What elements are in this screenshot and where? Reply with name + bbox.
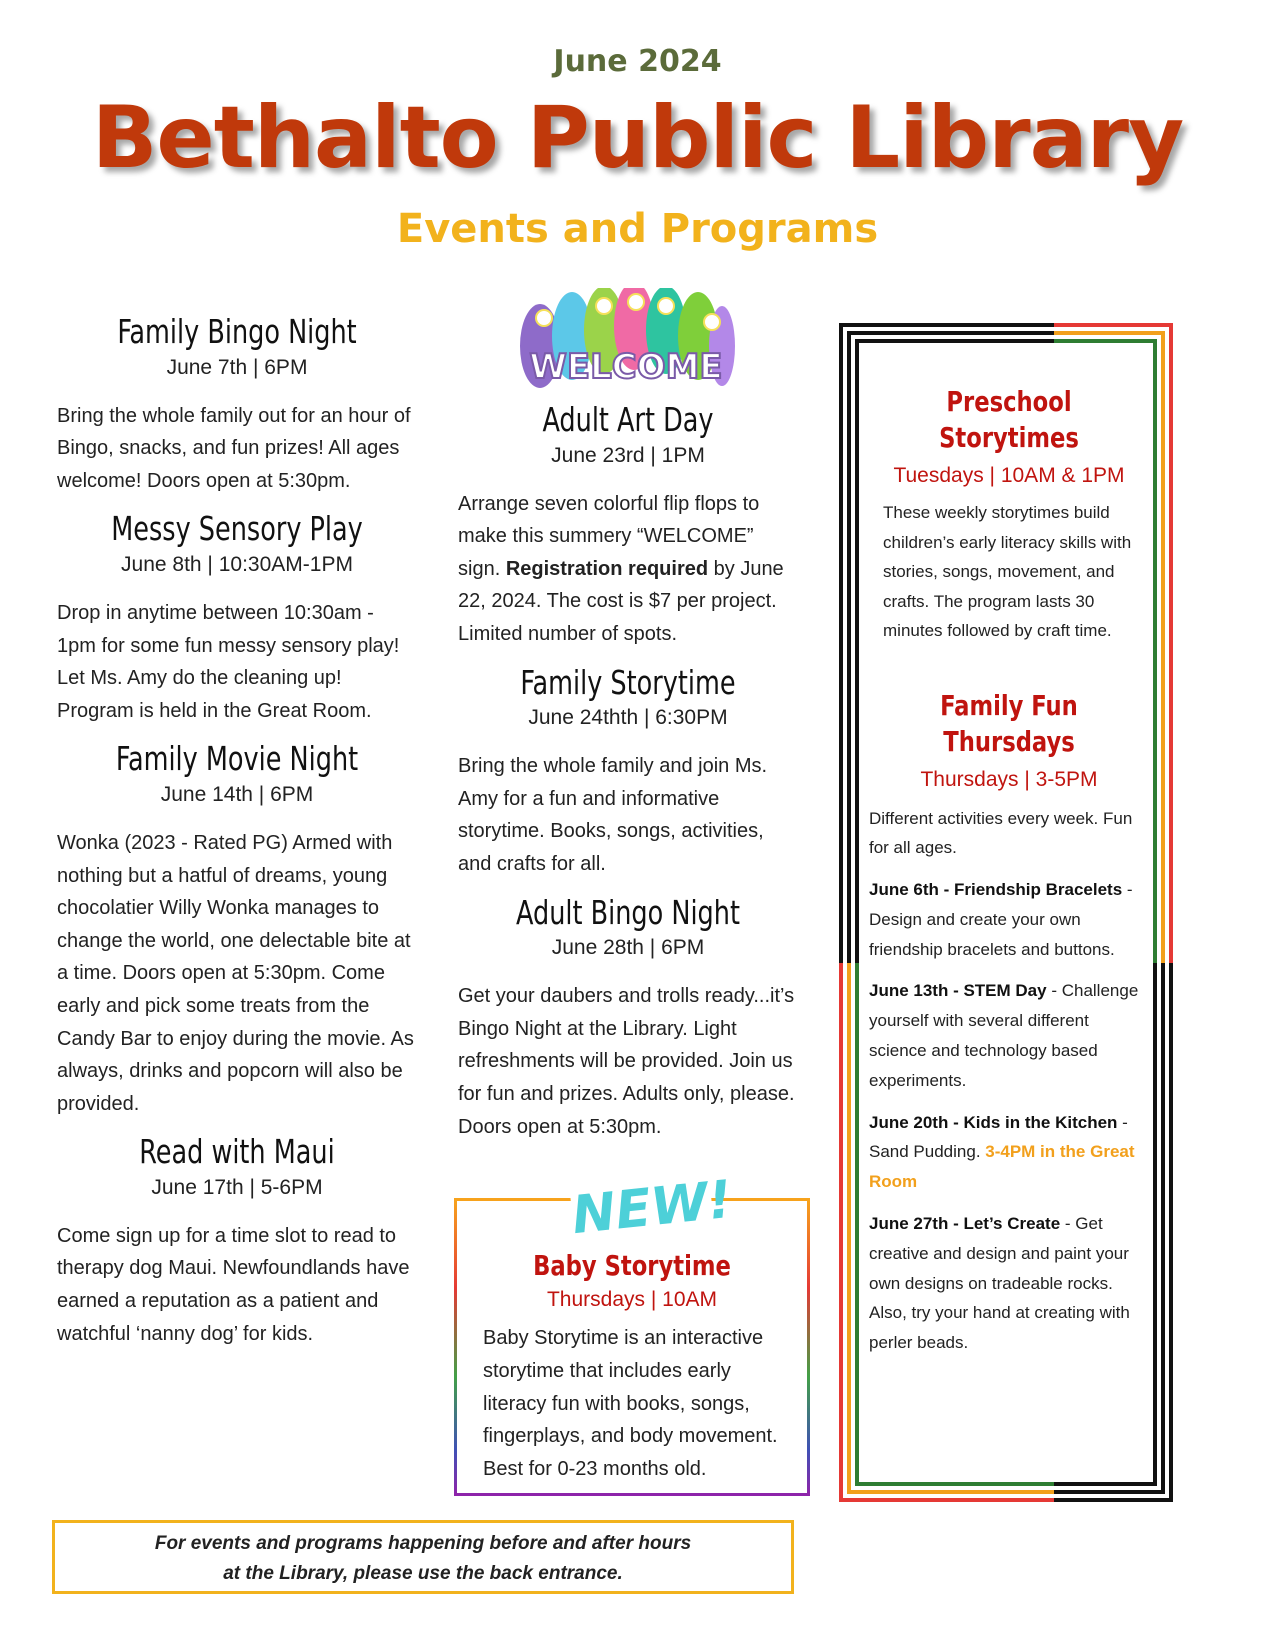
event-family-bingo xyxy=(57,312,417,497)
event-description: Drop in anytime between 10:30am - 1pm for some fun messy sensory play! Let Ms. Amy do the cleaning up! Program is held in the Great Room. xyxy=(57,601,400,722)
family-fun-item: June 20th - Kids in the Kitchen - Sand Pudding. 3-4PM in the Great Room xyxy=(869,1112,1135,1192)
event-title: Read with Maui xyxy=(139,1132,335,1172)
event-date: June 7th | 6PM xyxy=(166,355,308,379)
event-date: June 17th | 5-6PM xyxy=(151,1175,323,1199)
family-fun-title-line-1: Family Fun xyxy=(940,688,1078,722)
preschool-schedule: Tuesdays | 10AM & 1PM xyxy=(893,464,1125,487)
preschool-title-line-2: Storytimes xyxy=(939,421,1079,454)
preschool-description: These weekly storytimes build children’s early literacy skills with stories, songs, movement, and crafts. The program lasts 30 minutes followed by craft time. xyxy=(883,503,1132,640)
event-date: June 28th | 6PM xyxy=(551,936,705,960)
event-date: June 24thth | 6:30PM xyxy=(528,706,728,730)
event-family-storytime xyxy=(458,663,798,881)
baby-storytime-title: Baby Storytime xyxy=(533,1249,731,1282)
middle-events-column xyxy=(458,400,798,1155)
event-adult-bingo xyxy=(458,893,798,1144)
family-fun-item: June 6th - Friendship Bracelets - Design and create your own friendship bracelets and buttons. xyxy=(869,880,1133,959)
family-fun-title-line-2: Thursdays xyxy=(943,724,1075,758)
family-fun-schedule: Thursdays | 3-5PM xyxy=(920,767,1098,791)
event-date: June 23rd | 1PM xyxy=(551,443,705,467)
event-family-movie xyxy=(57,739,417,1120)
library-title: Bethalto Public Library xyxy=(91,88,1184,188)
event-title: Family Movie Night xyxy=(115,739,359,779)
preschool-storytimes-section xyxy=(869,384,1149,646)
event-description: Come sign up for a time slot to read to therapy dog Maui. Newfoundlands have earned a reputation as a patient and watchful ‘nanny dog’ for kids. xyxy=(57,1224,410,1345)
event-title: Adult Art Day xyxy=(542,400,714,439)
event-date: June 8th | 10:30AM-1PM xyxy=(121,552,353,576)
family-fun-item: June 27th - Let’s Create - Get creative and design and paint your own designs on tradeable rocks. Also, try your hand at creating with perler beads. xyxy=(869,1214,1130,1353)
event-description: Bring the whole family out for an hour of Bingo, snacks, and fun prizes! All ages welcome! Doors open at 5:30pm. xyxy=(57,404,411,492)
event-description: Bring the whole family and join Ms. Amy for a fun and informative storytime. Books, songs, activities, and crafts for all. xyxy=(458,755,768,875)
event-description: Get your daubers and trolls ready...it’s Bingo Night at the Library. Light refreshments will be provided. Join us for fun and prizes. Adults only, please. Doors open at 5:30pm. xyxy=(458,985,795,1138)
new-badge: NEW! xyxy=(569,1165,716,1253)
event-read-with-maui xyxy=(57,1132,417,1350)
event-title: Family Storytime xyxy=(520,662,736,702)
newsletter-subtitle: Events and Programs xyxy=(396,206,879,252)
baby-storytime-schedule: Thursdays | 10AM xyxy=(546,1288,718,1311)
event-messy-sensory xyxy=(57,509,417,727)
event-date: June 14th | 6PM xyxy=(160,782,314,806)
preschool-title-line-1: Preschool xyxy=(946,385,1072,418)
welcome-flip-flops-image xyxy=(516,288,736,406)
event-adult-art-day xyxy=(458,400,798,651)
event-title: Family Bingo Night xyxy=(117,312,357,351)
event-description: Arrange seven colorful flip flops to make this summery “WELCOME” sign. Registration required by June 22, 2024. The cost is $7 per project. Limited number of spots. xyxy=(458,492,784,645)
event-title: Messy Sensory Play xyxy=(111,509,363,549)
event-description: Wonka (2023 - Rated PG) Armed with nothing but a hatful of dreams, young chocolatier Willy Wonka manages to change the world, one delectable bite at a time. Doors open at 5:30pm. Come early and pick some treats from the Candy Bar to enjoy during the movie. As always, drinks and popcorn will also be provided. xyxy=(57,831,414,1115)
notice-line-2: at the Library, please use the back entrance. xyxy=(223,1563,623,1584)
right-panel xyxy=(869,360,1149,1370)
family-fun-intro: Different activities every week. Fun for all ages. xyxy=(869,808,1133,858)
family-fun-thursdays-section xyxy=(869,688,1149,1359)
event-title: Adult Bingo Night xyxy=(516,892,740,932)
newsletter-month: June 2024 xyxy=(553,44,722,79)
welcome-sign-text: WELCOME xyxy=(529,347,723,387)
notice-line-1: For events and programs happening before and after hours xyxy=(154,1533,692,1554)
family-fun-item: June 13th - STEM Day - Challenge yourself with several different science and technology based experiments. xyxy=(869,981,1139,1090)
left-events-column xyxy=(57,312,417,1362)
back-entrance-notice xyxy=(52,1520,794,1594)
baby-storytime-description: Baby Storytime is an interactive storytime that includes early literacy fun with books, songs, fingerplays, and body movement. Best for 0-23 months old. xyxy=(483,1327,778,1481)
